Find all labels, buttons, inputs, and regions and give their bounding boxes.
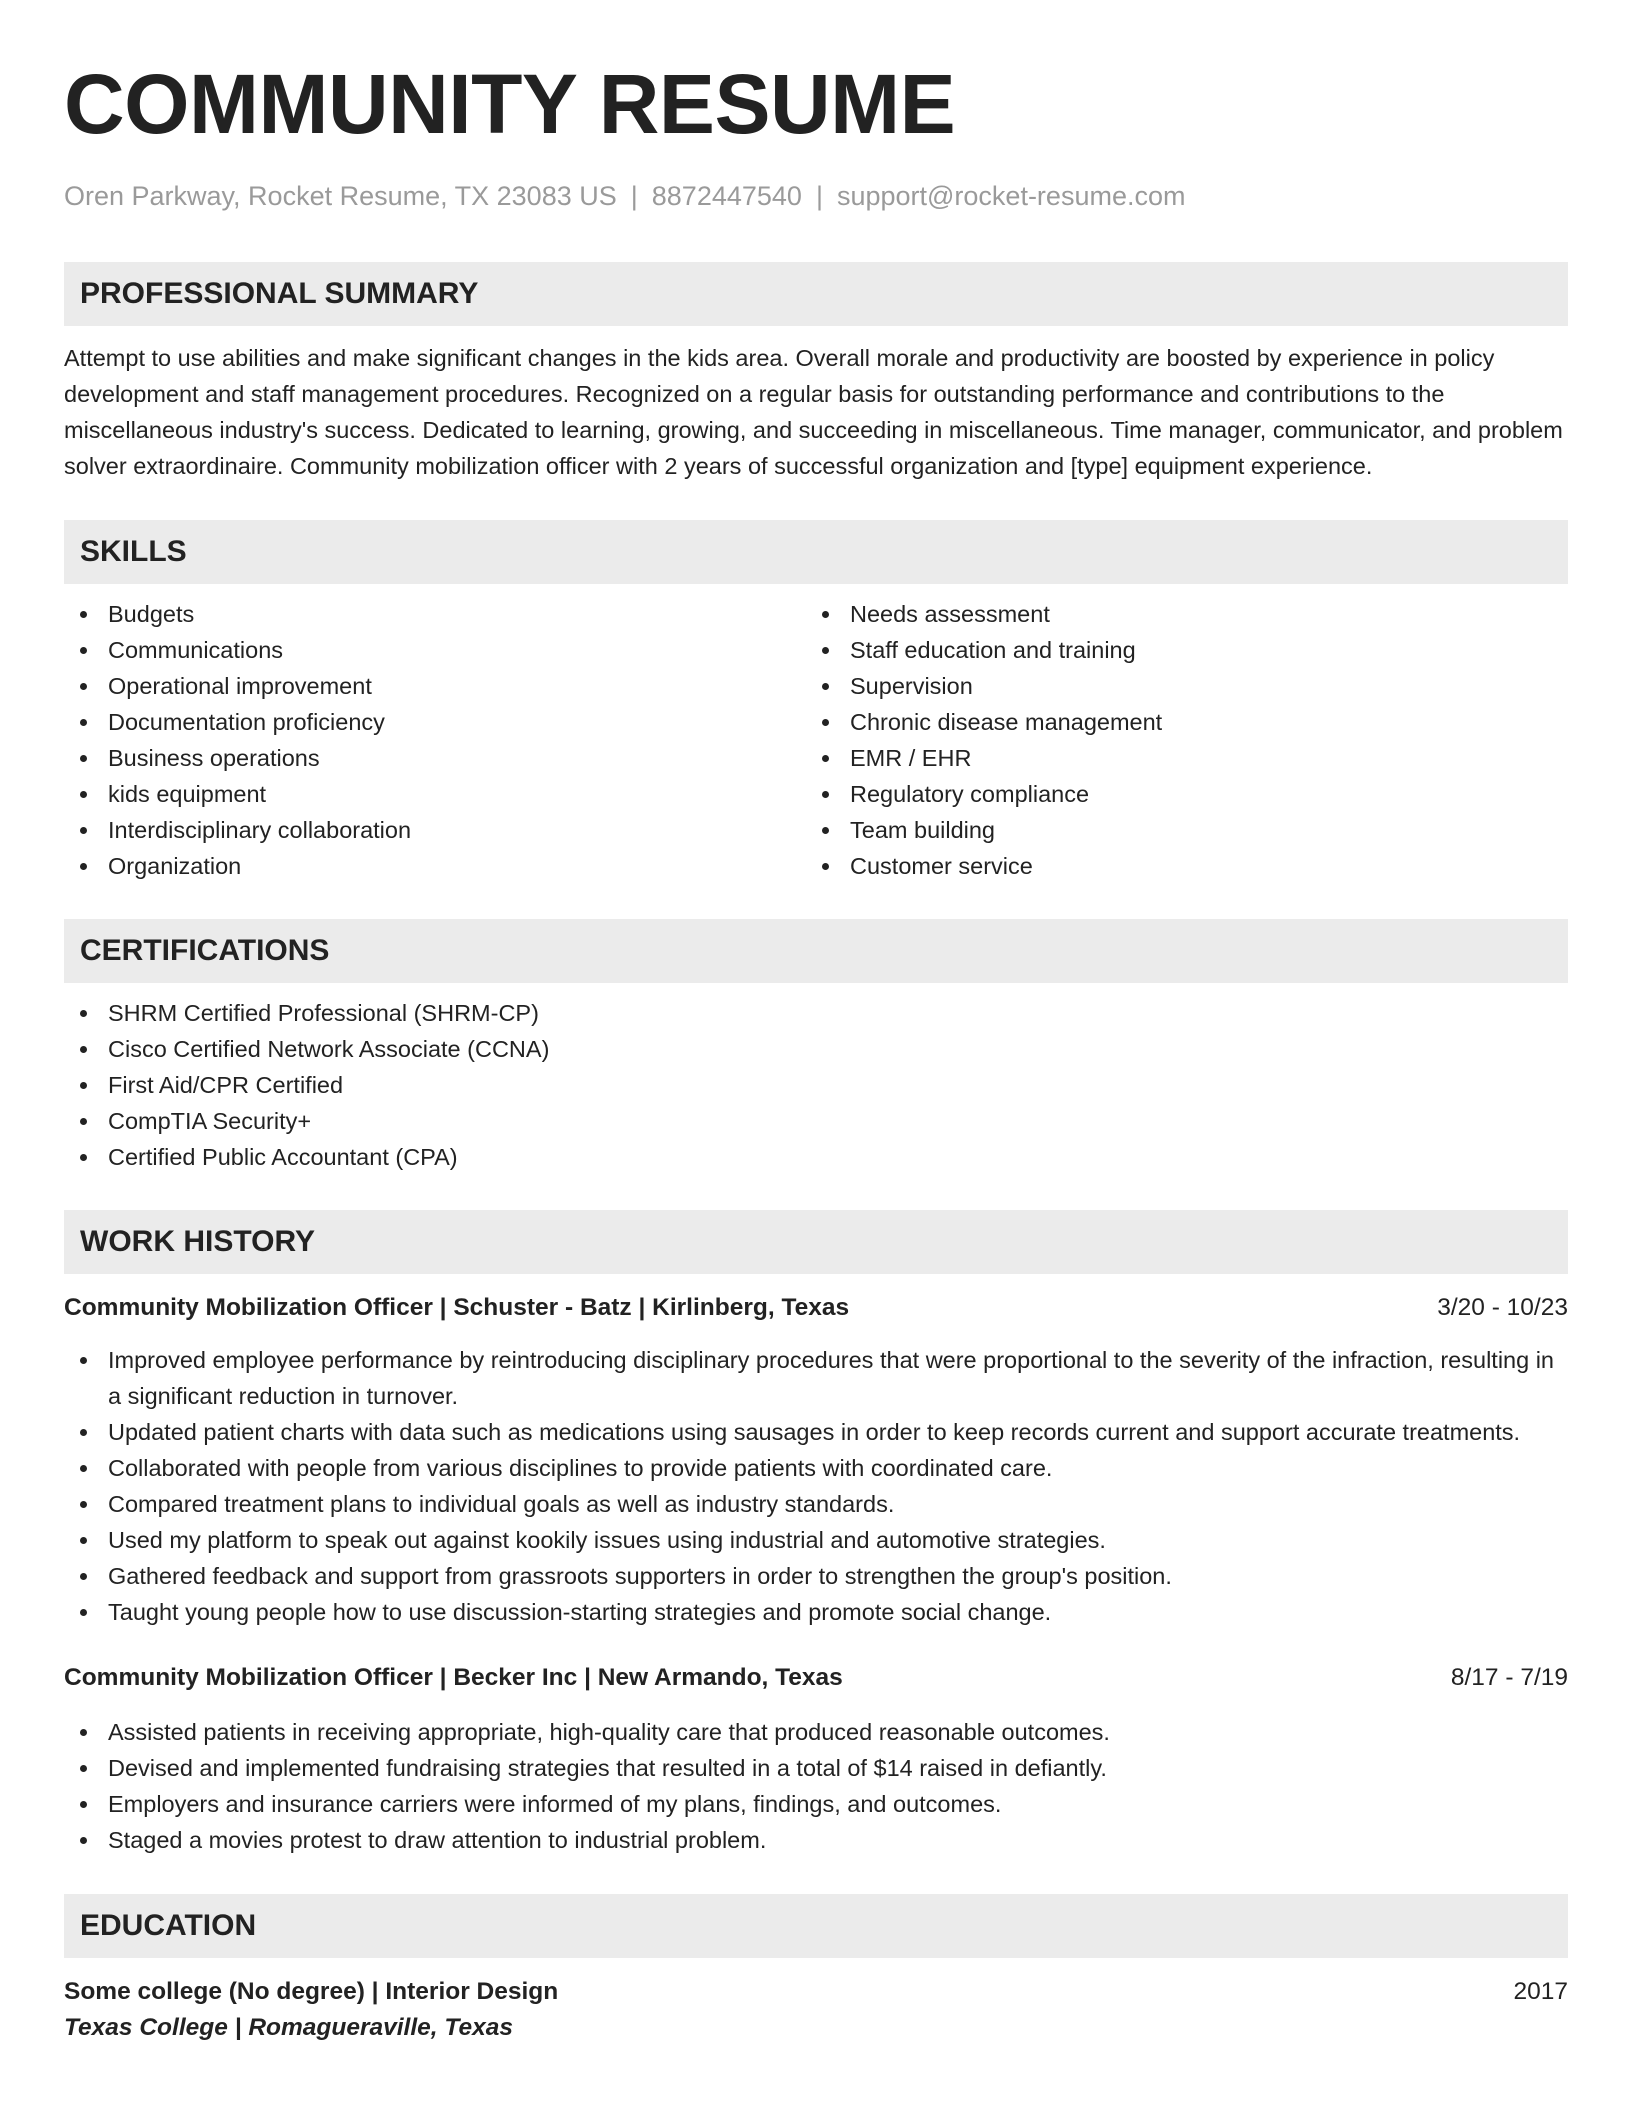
job-dates: 8/17 - 7/19 — [1450, 1664, 1568, 1691]
certification-item: Cisco Certified Network Associate (CCNA) — [64, 1031, 1568, 1067]
section-heading-summary: PROFESSIONAL SUMMARY — [64, 262, 1568, 326]
job-bullets — [64, 1342, 1568, 1630]
job-bullets — [64, 1714, 1568, 1858]
education-year: 2017 — [1513, 1978, 1568, 2005]
job-header — [64, 1290, 1568, 1326]
certification-item: SHRM Certified Professional (SHRM-CP) — [64, 995, 1568, 1031]
contact-phone: 8872447540 — [651, 181, 802, 211]
skill-item: kids equipment — [64, 776, 806, 812]
skill-item: Business operations — [64, 740, 806, 776]
contact-separator: | — [815, 181, 823, 211]
skill-item: Chronic disease management — [806, 704, 1548, 740]
section-heading-skills: SKILLS — [64, 520, 1568, 584]
job-title: Community Mobilization Officer | Schuster - Batz | Kirlinberg, Texas — [64, 1294, 850, 1321]
skill-item: Staff education and training — [806, 632, 1548, 668]
job-bullet: Updated patient charts with data such as medications using sausages in order to keep records current and support accurate treatments. — [64, 1414, 1568, 1450]
job-bullet: Employers and insurance carriers were informed of my plans, findings, and outcomes. — [64, 1786, 1568, 1822]
education-school: Texas College | Romagueraville, Texas — [64, 2014, 513, 2041]
skill-item: Team building — [806, 812, 1548, 848]
certification-item: Certified Public Accountant (CPA) — [64, 1139, 1568, 1175]
skills-list-right — [806, 596, 1548, 884]
skills-column-left — [64, 596, 806, 884]
job-header — [64, 1660, 1568, 1696]
contact-line — [64, 180, 1568, 212]
job-dates: 3/20 - 10/23 — [1437, 1294, 1568, 1321]
skill-item: Documentation proficiency — [64, 704, 806, 740]
skill-item: EMR / EHR — [806, 740, 1548, 776]
job-bullet: Improved employee performance by reintroducing disciplinary procedures that were proportional to the severity of the infraction, resulting in a significant reduction in turnover. — [64, 1342, 1568, 1414]
skill-item: Regulatory compliance — [806, 776, 1548, 812]
education-degree: Some college (No degree) | Interior Design — [64, 1978, 559, 2005]
job-bullet: Taught young people how to use discussion-starting strategies and promote social change. — [64, 1594, 1568, 1630]
contact-email: support@rocket-resume.com — [836, 181, 1186, 211]
skill-item: Organization — [64, 848, 806, 884]
skill-item: Customer service — [806, 848, 1548, 884]
contact-address: Oren Parkway, Rocket Resume, TX 23083 US — [64, 181, 617, 211]
skill-item: Needs assessment — [806, 596, 1548, 632]
section-heading-certifications: CERTIFICATIONS — [64, 919, 1568, 983]
certification-item: CompTIA Security+ — [64, 1103, 1568, 1139]
job-bullet: Compared treatment plans to individual goals as well as industry standards. — [64, 1486, 1568, 1522]
skills-column-right — [806, 596, 1548, 884]
certifications-list — [64, 995, 1568, 1175]
education-header — [64, 1974, 1568, 2010]
skills-columns — [64, 596, 1568, 884]
job-bullet: Devised and implemented fundraising strategies that resulted in a total of $14 raised in defiantly. — [64, 1750, 1568, 1786]
skill-item: Budgets — [64, 596, 806, 632]
job-bullet: Staged a movies protest to draw attention to industrial problem. — [64, 1822, 1568, 1858]
skill-item: Communications — [64, 632, 806, 668]
job-bullet: Collaborated with people from various disciplines to provide patients with coordinated care. — [64, 1450, 1568, 1486]
summary-text: Attempt to use abilities and make significant changes in the kids area. Overall morale and productivity are boosted by experience in policy development and staff management procedures. Recognized on a regular basis for outstanding performance and contributions to the miscellaneous industry's success. Dedicated to learning, growing, and succeeding in miscellaneous. Time manager, communicator, and problem solver extraordinaire. Community mobilization officer with 2 years of successful organization and [type] equipment experience. — [64, 345, 1563, 479]
contact-separator: | — [630, 181, 638, 211]
certification-item: First Aid/CPR Certified — [64, 1067, 1568, 1103]
resume-title: COMMUNITY RESUME — [64, 57, 956, 151]
skill-item: Interdisciplinary collaboration — [64, 812, 806, 848]
skills-list-left — [64, 596, 806, 884]
skill-item: Operational improvement — [64, 668, 806, 704]
skill-item: Supervision — [806, 668, 1548, 704]
section-heading-education: EDUCATION — [64, 1894, 1568, 1958]
job-title: Community Mobilization Officer | Becker Inc | New Armando, Texas — [64, 1664, 843, 1691]
job-bullet: Used my platform to speak out against kookily issues using industrial and automotive strategies. — [64, 1522, 1568, 1558]
job-bullet: Assisted patients in receiving appropriate, high-quality care that produced reasonable outcomes. — [64, 1714, 1568, 1750]
job-bullet: Gathered feedback and support from grassroots supporters in order to strengthen the group's position. — [64, 1558, 1568, 1594]
section-heading-work-history: WORK HISTORY — [64, 1210, 1568, 1274]
